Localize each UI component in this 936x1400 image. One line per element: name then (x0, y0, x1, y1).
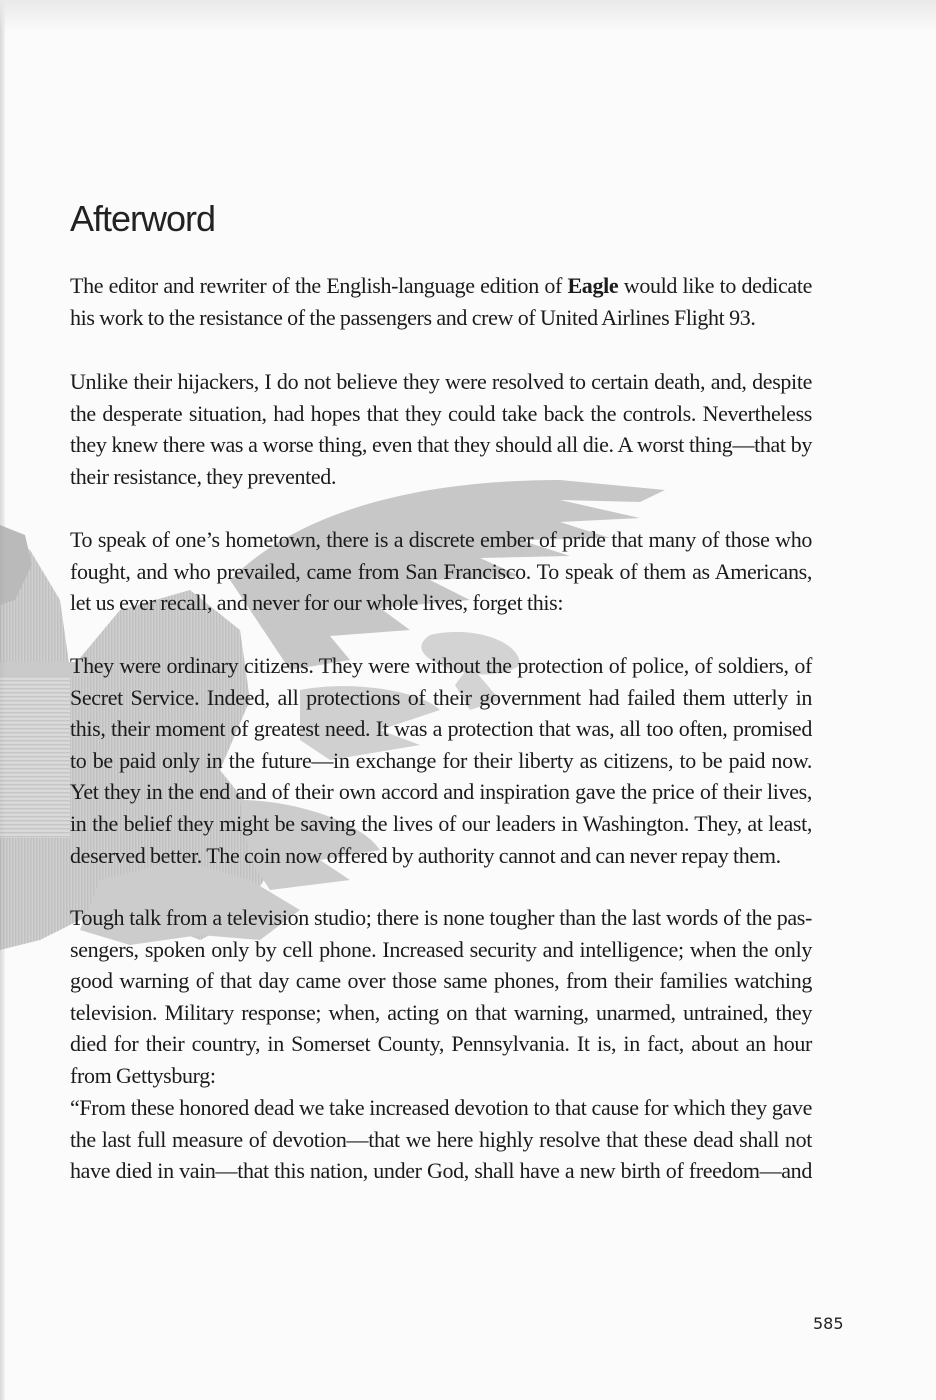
text-line: television. Military response; when, acting on that warning, unarmed, untrained, they (70, 999, 812, 1025)
text-line: Unlike their hijackers, I do not believe they were resolved to certain death, and, despite (70, 369, 812, 394)
text-line: this, their moment of greatest need. It was a protection that was, all too often, promised (70, 716, 812, 742)
text-segment: would like to dedicate (618, 273, 813, 298)
text-line (70, 270, 812, 302)
page-number: 585 (813, 1314, 844, 1333)
book-title-bold: Eagle (567, 273, 619, 298)
text-line: “From these honored dead we take increased devotion to that cause for which they gave (70, 1095, 812, 1120)
text-segment: The editor and rewriter of the English-language edition of (70, 273, 568, 298)
text-line: They were ordinary citizens. They were without the protection of police, of soldiers, of (70, 653, 812, 678)
text-line: let us ever recall, and never for our whole lives, forget this: (70, 590, 564, 616)
text-line: from Gettysburg: (70, 1062, 216, 1088)
dedication-paragraph (70, 270, 812, 333)
text-line: the desperate situation, had hopes that they could take back the controls. Nevertheless (70, 400, 812, 426)
text-line: the last full measure of devotion—that we here highly resolve that these dead shall not (70, 1126, 812, 1152)
text-line: Secret Service. Indeed, all protections of their government had failed them utterly in (70, 684, 812, 710)
page-title: Afterword (70, 198, 216, 239)
text-line: his work to the resistance of the passengers and crew of United Airlines Flight 93. (70, 304, 756, 330)
hometown-paragraph (70, 524, 812, 619)
text-line: their resistance, they prevented. (70, 463, 337, 489)
text-line: they knew there was a worse thing, even that they should all die. A worst thing—that by (70, 432, 812, 458)
text-line: Yet they in the end and of their own accord and inspiration gave the price of their lives, (70, 779, 812, 805)
citizens-paragraph (70, 650, 812, 871)
text-line: to be paid only in the future—in exchange for their liberty as citizens, to be paid now. (70, 747, 812, 773)
afterword-content (70, 194, 813, 1184)
page-top-edge (0, 0, 936, 32)
text-line: deserved better. The coin now offered by authority cannot and can never repay them. (70, 842, 781, 868)
text-line: have died in vain—that this nation, under God, shall have a new birth of freedom—and (70, 1158, 812, 1184)
tough-talk-paragraph (70, 902, 812, 1092)
text-line: in the belief they might be saving the lives of our leaders in Washington. They, at least, (70, 810, 812, 836)
text-line: To speak of one’s hometown, there is a discrete ember of pride that many of those who (70, 527, 812, 552)
text-line: sengers, spoken only by cell phone. Increased security and intelligence; when the only (70, 936, 812, 962)
gettysburg-quote-paragraph (70, 1092, 812, 1187)
text-line: Tough talk from a television studio; there is none tougher than the last words of the pas- (70, 905, 812, 930)
text-line: good warning of that day came over those same phones, from their families watching (70, 968, 812, 994)
text-line: died for their country, in Somerset County, Pennsylvania. It is, in fact, about an hour (70, 1031, 812, 1057)
text-line: fought, and who prevailed, came from San Francisco. To speak of them as Americans, (70, 558, 812, 584)
hijackers-paragraph (70, 366, 812, 492)
